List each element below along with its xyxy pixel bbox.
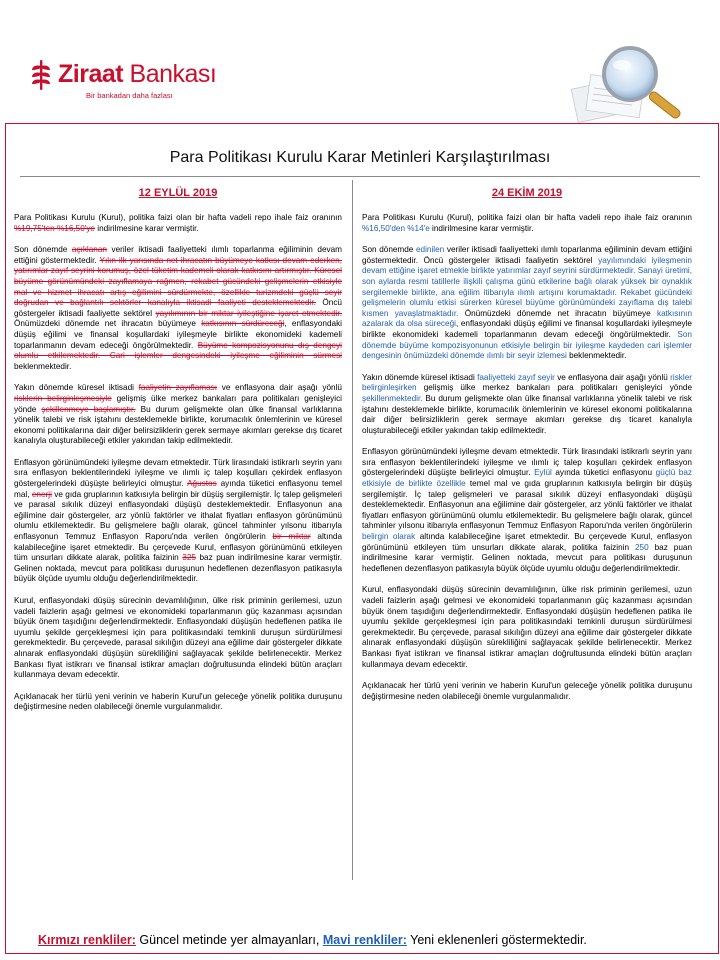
legend-blue-text: Yeni eklenenleri göstermektedir.: [406, 933, 587, 947]
unchanged-text: Açıklanacak her türlü yeni verinin ve haberin Kurul'un geleceğe yönelik politika duruşunu değiştirmesine neden olabileceği önemle vurgulanmalıdır.: [362, 681, 692, 701]
added-text: faaliyetteki zayıf seyir: [477, 372, 555, 382]
unchanged-text: temel mal ve gıda gruplarının katkısıyla belirgin bir düşüş sergilemiştir. İç talep gelişmeleri ve parasal sıkılık düzeyi enflasyondaki düşüşü desteklemektedir. Enflasyonun ana eğilimine dair göstergeler, arz yönlü faktörler ve ithalat fiyatları enflasyon görünümünü olumlu etkilemektedir. Bu gelişmelere bağlı olarak, güncel tahminler yılsonu itibarıyla enflasyonun Temmuz Enflasyon Raporu'nda verilen öngörülerin: [362, 479, 692, 531]
unchanged-text: ayında tüketici enflasyonu temel mal,: [14, 479, 342, 499]
unchanged-text: Enflasyon görünümündeki iyileşme devam etmektedir. Türk lirasındaki istikrarlı seyrin yanı sıra enflasyon beklentilerindeki iyileşme ve ılımlı iç talep koşulları çekirdek enflasyon göstergelerindeki düşüşte belirleyici olmuştur.: [14, 457, 342, 489]
right-paragraph: [362, 213, 692, 234]
left-column-body: [14, 213, 342, 713]
right-paragraph: [362, 681, 692, 702]
legend-blue-label: Mavi renkliler:: [322, 933, 407, 947]
added-text: 250: [634, 542, 649, 552]
unchanged-text: ayında tüketici enflasyonu: [551, 468, 656, 478]
unchanged-text: Önümüzdeki dönemde net ihracatın büyümeye: [458, 308, 657, 318]
unchanged-text: ve enflasyona dair aşağı yönlü: [554, 372, 671, 382]
right-paragraph: [362, 373, 692, 437]
removed-text: Büyüme kompozisyonunu dış dengeyi olumlu etkilemektedir. Cari işlemler dengesindeki iyileşme eğiliminin sürmesi: [14, 340, 342, 361]
color-legend: [38, 933, 708, 947]
unchanged-text: indirilmesine karar vermiştir.: [429, 223, 534, 233]
unchanged-text: Açıklanacak her türlü yeni verinin ve haberin Kurul'un geleceğe yönelik politika duruşunu değiştirmesine neden olabileceği önemle vurgulanmalıdır.: [14, 691, 342, 712]
removed-text: 325: [182, 553, 196, 563]
removed-text: katkısının sürdüreceği: [201, 319, 285, 329]
removed-text: %19,75'ten %16,50'ye: [14, 223, 95, 233]
left-paragraph: [14, 596, 342, 681]
added-text: belirgin olarak: [362, 532, 416, 542]
legend-red-text: Güncel metinde yer almayanları,: [135, 933, 323, 947]
page-header: [0, 0, 720, 123]
unchanged-text: , enflasyondaki düşüş eğilimi ve finansal koşullardaki iyileşmeyle birlikte ekonomideki kademeli toparlanmanın devam edeceği öngörülmektedir.: [14, 319, 342, 350]
right-paragraph: [362, 447, 692, 574]
unchanged-text: Önümüzdeki dönemde net ihracatın büyümeye: [14, 319, 202, 329]
left-paragraph: [14, 383, 342, 447]
unchanged-text: baz puan indirilmesine karar vermiştir. Gelinen noktada, mevcut para politikası duruşunun hedeflenen dezenflasyon patikasıyla büyük ölçüde uyumlu olduğu değerlendirilmektedir.: [14, 553, 343, 584]
unchanged-text: , enflasyondaki düşüş eğilimi ve finansal koşullardaki iyileşmeyle birlikte ekonomideki kademeli toparlanmanın devam edeceği öngörülmektedir.: [362, 319, 692, 339]
unchanged-text: baz puan indirilmesine karar vermiştir. Gelinen noktada, mevcut para politikası duruşunun hedeflenen dezenflasyon patikasıyla büyük ölçüde uyumlu olduğu değerlendirilmektedir.: [362, 542, 692, 573]
left-paragraph: [14, 458, 342, 585]
title-divider: [20, 176, 700, 177]
unchanged-text: beklenmektedir.: [14, 361, 72, 371]
added-text: katkısının azalarak da olsa süreceği: [362, 308, 693, 329]
added-text: şekillenmektedir.: [362, 393, 423, 403]
unchanged-text: Öncü göstergeler iktisadi faaliyette sektörel: [14, 298, 342, 318]
unchanged-text: Para Politikası Kurulu (Kurul), politika faizi olan bir hafta vadeli repo ihale faiz oranının: [362, 213, 692, 222]
brand-name: Ziraat Bankası: [58, 60, 217, 88]
left-column-date: 12 EYLÜL 2019: [138, 187, 218, 199]
added-text: güçlü baz etkisiyle de birlikte özellikle: [362, 468, 692, 489]
unchanged-text: indirilmesine karar vermiştir.: [94, 223, 199, 233]
removed-text: enerji: [31, 489, 52, 499]
unchanged-text: veriler iktisadi faaliyetteki ılımlı toparlanma eğiliminin devam ettiğini göstermektedir. Öncü göstergeler iktisadi faaliyetin sektörel: [362, 245, 692, 265]
added-text: yayılımındaki iyileşmenin devam ettiğine işaret etmekle birlikte yatırımlar zayıf seyrini sürdürmektedir. Sanayi üretimi, son aylarda resmi tatillerle ilişkili çalışma günü etkilerine bağlı olarak yüksek bir oynaklık sergilemekle birlikte, ana eğilim itibarıyla ılımlı artışını korumaktadır. Rekabet gücündeki gelişmelerin olumlu etkisi sürerken küresel büyüme görünümündeki zayıflama dış talebi kısmen yavaşlatmaktadır.: [362, 255, 692, 318]
unchanged-text: Bu durum gelişmekte olan ülke finansal varlıklarına yönelik talebi ve risk iştahını desteklemekle birlikte, korumacılık önlemlerinin ve küresel ekonomi politikalarına dair diğer belirsizliklerin gerek sermaye akımları gerekse dış ticaret kanalıyla oluşturabileceği etkiler yakından takip edilmektedir.: [362, 393, 692, 435]
removed-text: bir miktar: [272, 532, 311, 542]
added-text: %16,50'den %14'e: [362, 223, 430, 233]
unchanged-text: Son dönemde: [14, 245, 72, 255]
unchanged-text: Kurul, enflasyondaki düşüş sürecinin devamlılığının, ülke risk priminin gerilemesi, uzun vadeli faizlerin aşağı gelmesi ve ekonomideki toparlanmanın güç kazanması açısından büyük önem taşıdığını değerlendirmektedir. Enflasyondaki düşüşün hedeflenen patika ile uyumlu şekilde gerçekleşmesi için para politikasındaki temkinli duruşun sürdürülmesi gerekmektedir. Bu çerçevede, parasal sıkılığın düzeyi ana eğilime dair göstergeler dikkate alınarak enflasyondaki düşüşün sürekliliğini sağlayacak şekilde belirlenecektir. Merkez Bankası fiyat istikrarı ve finansal istikrar amaçları doğrultusunda elindeki bütün araçları kullanmaya devam edecektir.: [14, 596, 342, 680]
left-paragraph: [14, 245, 342, 372]
added-text: Eylül: [534, 468, 552, 478]
magnifier-icon: [568, 34, 698, 124]
column-divider: [352, 180, 353, 880]
unchanged-text: Yakın dönemde küresel iktisadi: [14, 383, 139, 393]
unchanged-text: ve gıda gruplarının katkısıyla belirgin bir düşüş sergilemiştir. İç talep gelişmeleri ve parasal sıkılık düzeyi enflasyondaki düşüşü desteklemektedir. Enflasyonun ana eğilimine dair göstergeler, arz yönlü faktörler ve ithalat fiyatları enflasyon görünümünü olumlu etkilemektedir. Bu gelişmelere bağlı olarak, güncel tahminler yılsonu itibarıyla enflasyonun Temmuz Enflasyon Raporu'nda verilen öngörülerin: [14, 489, 343, 542]
removed-text: Yılın ilk yarısında net ihracatın büyümeye katkısı devam ederken, yatırımlar zayıf seyrini korumuş, özel tüketim kademeli olarak katkısını artırmıştır. Küresel büyüme görünümündeki zayıflamaya rağmen, rekabet gücündeki gelişmelerin etkisiyle mal ve hizmet ihracatı artış eğilimini sürdürmekte, özellikle turizmdeki güçlü seyir doğrudan ve bağlantılı sektörler kanalıyla iktisadi faaliyeti desteklemektedir.: [14, 255, 342, 308]
right-paragraph: [362, 245, 692, 362]
ziraat-wheat-logo-icon: [30, 58, 52, 92]
removed-text: yayılımının bir miktar iyileştiğine işaret etmektedir.: [155, 308, 342, 318]
removed-text: faaliyetin zayıflaması: [138, 383, 218, 393]
removed-text: açıklanan: [71, 245, 107, 255]
legend-red-label: Kırmızı renkliler:: [38, 933, 136, 947]
right-column-oct-24-2019: [362, 186, 692, 713]
removed-text: şekillenmeye başlamıştır.: [41, 404, 136, 414]
left-paragraph: [14, 692, 342, 713]
page-title: Para Politikası Kurulu Karar Metinleri Karşılaştırılması: [169, 149, 551, 166]
unchanged-text: Enflasyon görünümündeki iyileşme devam etmektedir. Türk lirasındaki istikrarlı seyrin yanı sıra enflasyon beklentilerindeki iyileşme ve ılımlı iç talep koşulları çekirdek enflasyon göstergelerindeki düşüşte belirleyici olmuştur.: [362, 447, 692, 478]
unchanged-text: veriler iktisadi faaliyetteki ılımlı toparlanma eğiliminin devam ettiğini göstermektedir.: [14, 245, 343, 265]
unchanged-text: altında kalabileceğine işaret etmektedir. Bu çerçevede Kurul, enflasyon görünümünü etkileyen tüm unsurları dikkate alarak, politika faizinin: [14, 532, 342, 563]
unchanged-text: ve enflasyona dair aşağı yönlü: [217, 383, 342, 393]
right-column-date: 24 EKİM 2019: [491, 187, 563, 199]
unchanged-text: Yakın dönemde küresel iktisadi: [362, 372, 478, 382]
unchanged-text: beklenmektedir.: [566, 351, 627, 361]
added-text: riskler belirginleşirken: [362, 372, 692, 393]
unchanged-text: gelişmiş ülke merkez bankaları para politikaları genişleyici yönde: [14, 393, 342, 414]
removed-text: Ağustos: [187, 479, 217, 489]
unchanged-text: altında kalabileceğine işaret etmektedir. Bu çerçevede Kurul, enflasyon görünümünü etkileyen tüm unsurları dikkate alarak, politika faizinin: [362, 532, 692, 552]
unchanged-text: Son dönemde: [362, 245, 416, 255]
added-text: edinilen: [416, 245, 445, 255]
removed-text: risklerin belirginleşmesiyle: [14, 393, 112, 403]
unchanged-text: Para Politikası Kurulu (Kurul), politika faizi olan bir hafta vadeli repo ihale faiz oranının: [14, 213, 342, 222]
unchanged-text: gelişmiş ülke merkez bankaları para politikaları genişleyici yönde: [416, 383, 692, 393]
right-paragraph: [362, 585, 692, 670]
brand-slogan: Bir bankadan daha fazlası: [86, 91, 173, 100]
left-column-sep-12-2019: [14, 186, 342, 724]
unchanged-text: Kurul, enflasyondaki düşüş sürecinin devamlılığının, ülke risk priminin gerilemesi, uzun vadeli faizlerin aşağı gelmesi ve ekonomideki toparlanmanın güç kazanması açısından büyük önem taşıdığını değerlendirmektedir. Enflasyondaki düşüşün hedeflenen patika ile uyumlu şekilde gerçekleşmesi için para politikasındaki temkinli duruşun sürdürülmesi gerekmektedir. Bu çerçevede, parasal sıkılığın düzeyi ana eğilime dair göstergeler dikkate alınarak enflasyondaki düşüşün sürekliliğini sağlayacak şekilde belirlenecektir. Merkez Bankası fiyat istikrarı ve finansal istikrar amaçları doğrultusunda elindeki bütün araçları kullanmaya devam edecektir.: [362, 585, 692, 669]
added-text: Son dönemde büyüme kompozisyonunun etkisiyle belirgin bir iyileşme kaydeden cari işlemler dengesinin önümüzdeki dönemde ılımlı bir seyir izlemesi: [362, 329, 692, 361]
left-paragraph: [14, 213, 342, 234]
right-column-body: [362, 213, 692, 702]
unchanged-text: Bu durum gelişmekte olan ülke finansal varlıklarına yönelik talebi ve risk iştahını desteklemekle birlikte, korumacılık önlemlerinin ve küresel ekonomi politikalarına dair diğer belirsizliklerin gerek sermaye akımları gerekse dış ticaret kanalıyla oluşturabileceği etkiler yakından takip edilmektedir.: [14, 404, 342, 446]
